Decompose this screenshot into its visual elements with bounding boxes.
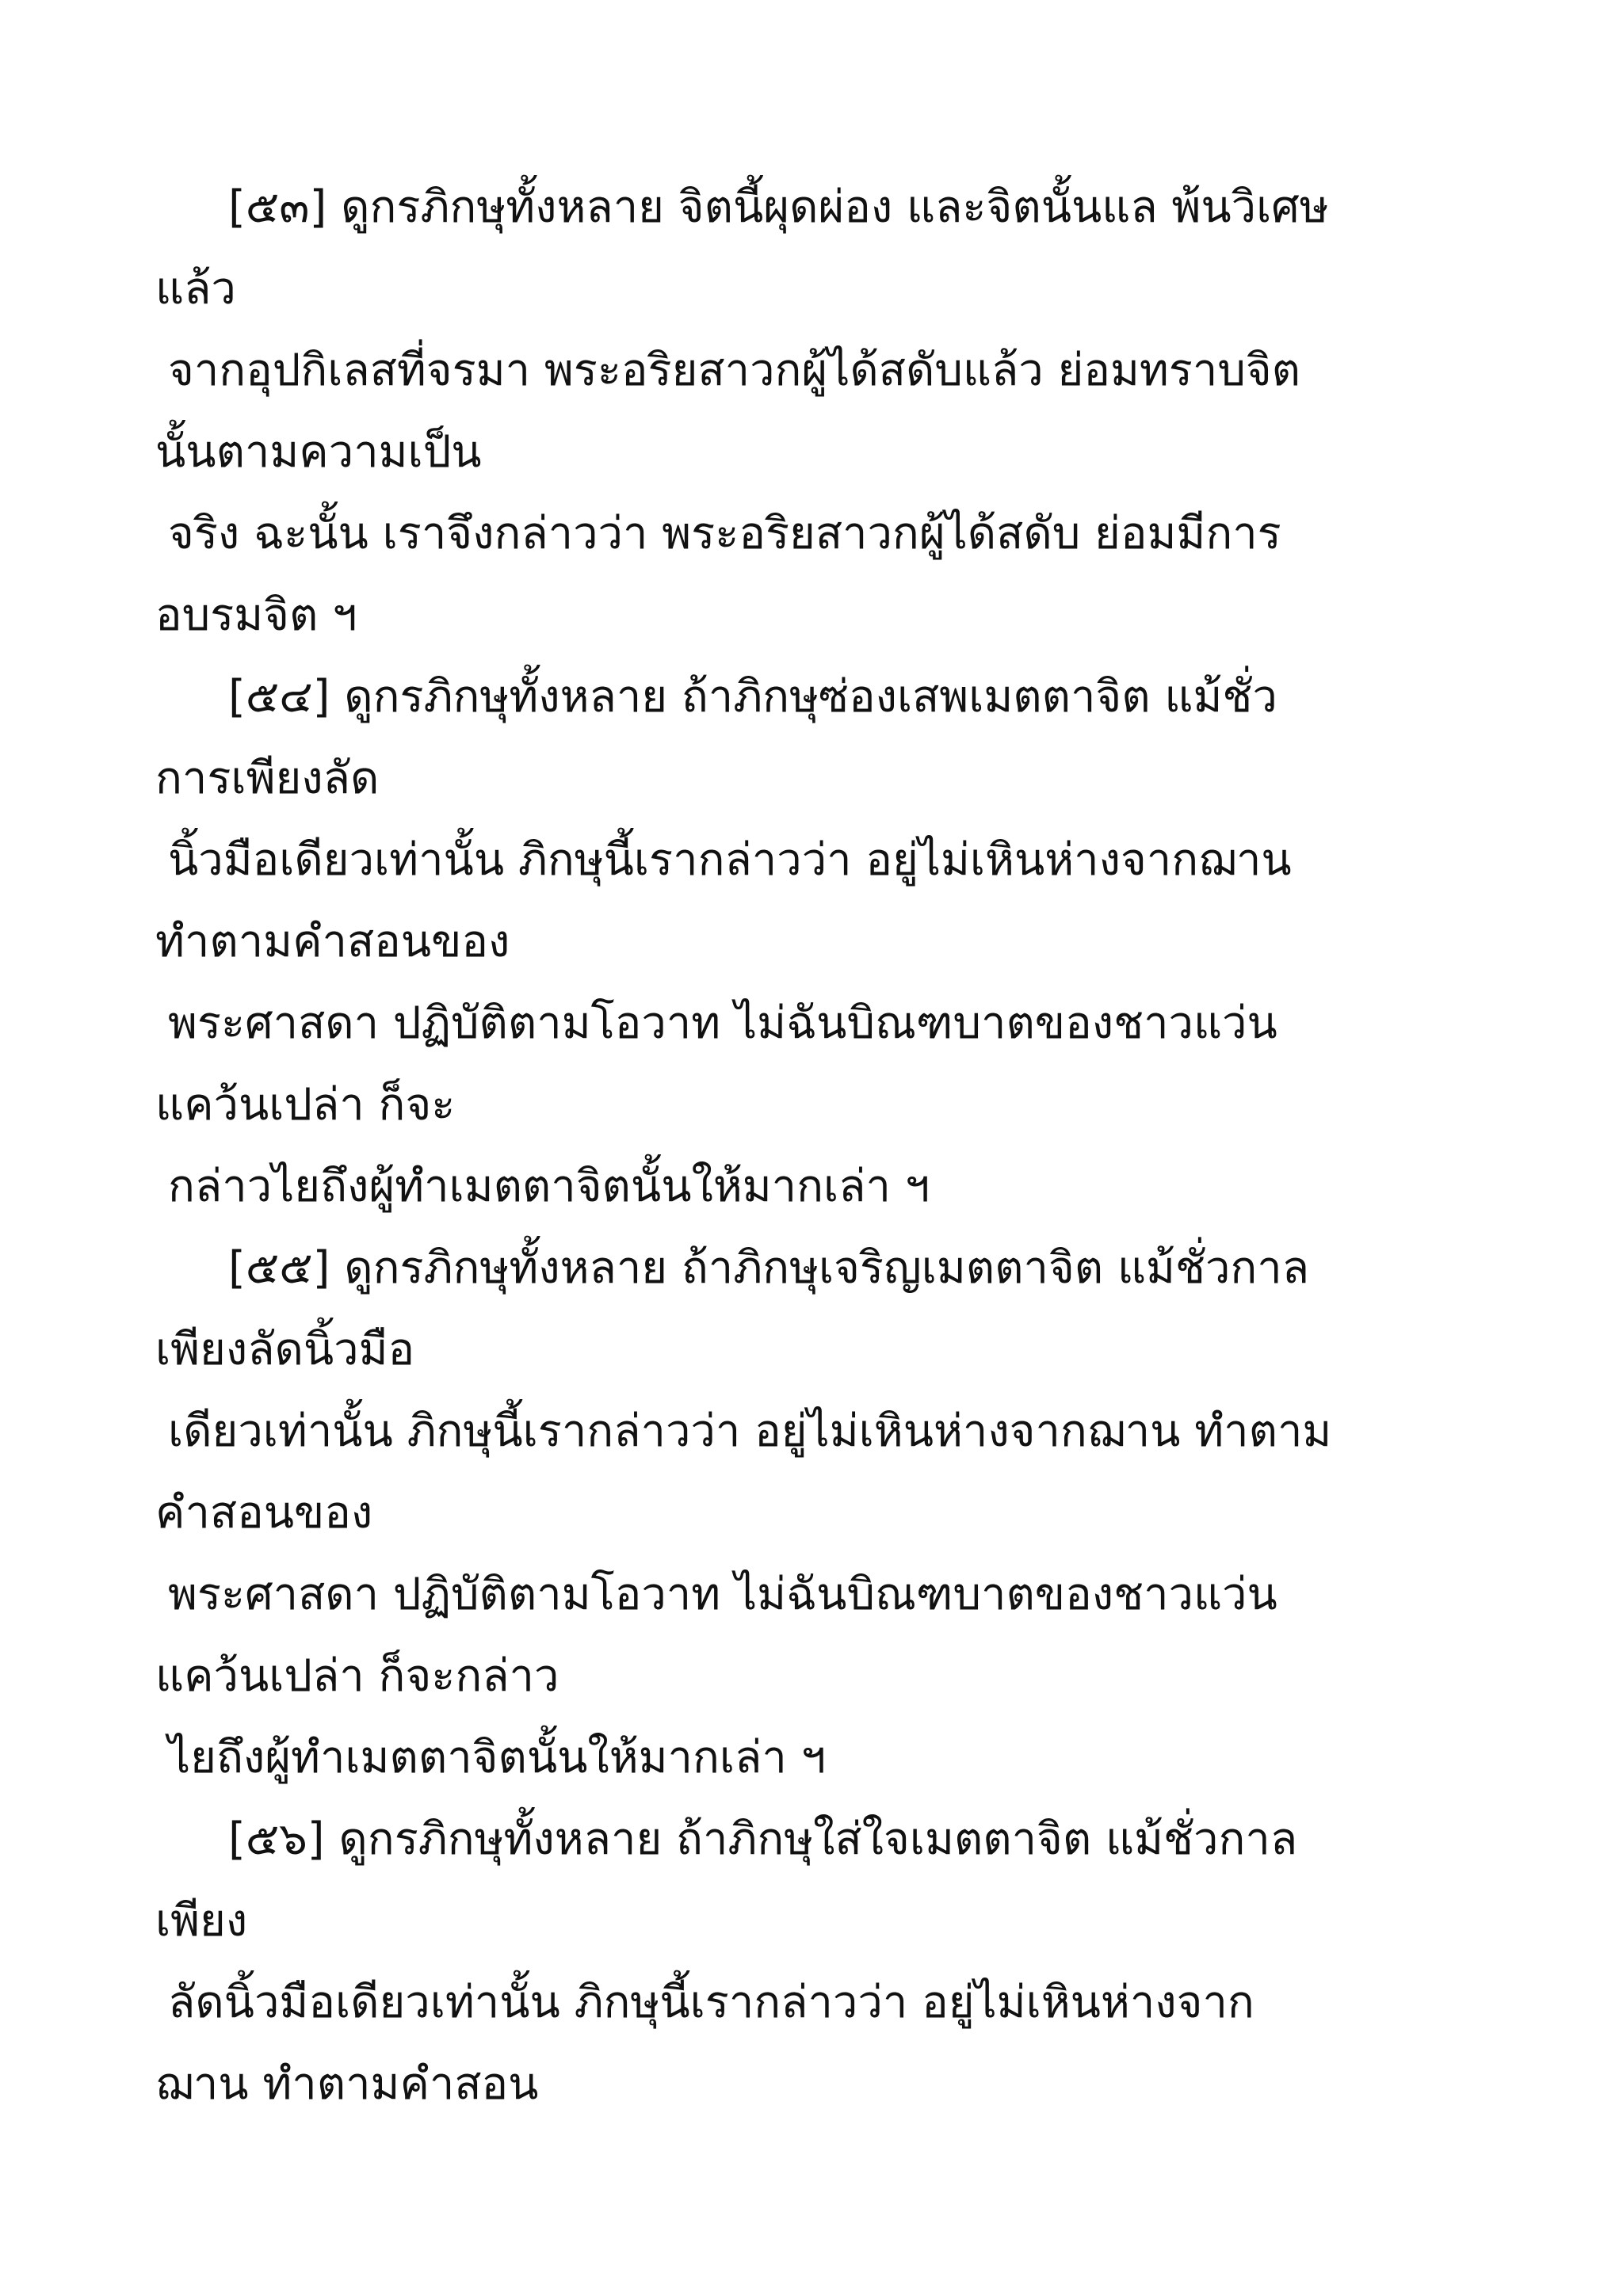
text-line: แคว้นเปล่า ก็จะ [155, 1079, 456, 1131]
text-line: อบรมจิต ฯ [155, 589, 357, 641]
text-line: เดียวเท่านั้น ภิกษุนี้เรากล่าวว่า อยู่ไม่เหินห่างจากฌาน ทำตาม [168, 1405, 1332, 1457]
text-line: [๕๖] ดูกรภิกษุทั้งหลาย ถ้าภิกษุใส่ใจเมตตาจิต แม้ชั่วกาล [228, 1814, 1298, 1865]
text-line: ฌาน ทำตามคำสอน [155, 2058, 539, 2110]
text-body [155, 166, 1487, 2125]
text-line: นิ้วมือเดียวเท่านั้น ภิกษุนี้เรากล่าวว่า อยู่ไม่เหินห่างจากฌาน [168, 834, 1292, 886]
text-line: คำสอนของ [155, 1487, 373, 1539]
text-line: ไยถึงผู้ทำเมตตาจิตนั้นให้มากเล่า ฯ [168, 1732, 827, 1783]
text-line: จากอุปกิเลสที่จรมา พระอริยสาวกผู้ได้สดับแล้ว ย่อมทราบจิต [168, 345, 1301, 396]
text-line: ทำตามคำสอนของ [155, 916, 510, 967]
text-line: เพียง [155, 1895, 248, 1947]
text-line: พระศาสดา ปฏิบัติตามโอวาท ไม่ฉันบิณฑบาตของชาวแว่น [168, 997, 1277, 1049]
text-line: เพียงลัดนิ้วมือ [155, 1324, 415, 1375]
text-line: ลัดนิ้วมือเดียวเท่านั้น ภิกษุนี้เรากล่าวว่า อยู่ไม่เหินห่างจาก [168, 1977, 1254, 2028]
text-line: [๕๕] ดูกรภิกษุทั้งหลาย ถ้าภิกษุเจริญเมตตาจิต แม้ชั่วกาล [228, 1242, 1310, 1294]
text-line: การเพียงลัด [155, 753, 380, 804]
text-line: พระศาสดา ปฏิบัติตามโอวาท ไม่ฉันบิณฑบาตของชาวแว่น [168, 1569, 1277, 1620]
text-line: [๕๔] ดูกรภิกษุทั้งหลาย ถ้าภิกษุซ่องเสพเมตตาจิต แม้ชั่ว [228, 671, 1277, 723]
text-line: แล้ว [155, 263, 236, 315]
text-line: แคว้นเปล่า ก็จะกล่าว [155, 1650, 559, 1702]
text-line: นั้นตามความเป็น [155, 426, 482, 478]
text-line: [๕๓] ดูกรภิกษุทั้งหลาย จิตนี้ผุดผ่อง และจิตนั้นแล พ้นวิเศษ [228, 181, 1329, 233]
text-line: จริง ฉะนั้น เราจึงกล่าวว่า พระอริยสาวกผู้ได้สดับ ย่อมมีการ [168, 508, 1281, 559]
text-line: กล่าวไยถึงผู้ทำเมตตาจิตนั้นให้มากเล่า ฯ [168, 1161, 930, 1212]
